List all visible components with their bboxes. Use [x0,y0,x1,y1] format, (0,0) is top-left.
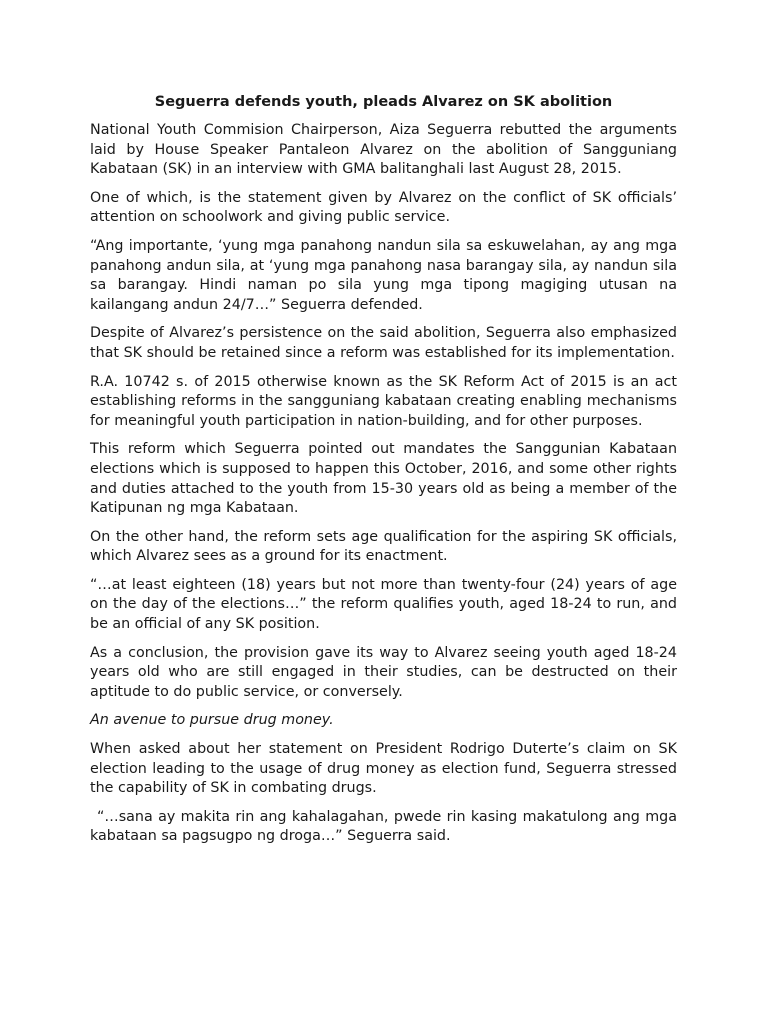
paragraph-2: One of which, is the statement given by Alvarez on the conflict of SK officials’ attention on schoolwork and giving public service. [90,189,677,226]
paragraph-7: On the other hand, the reform sets age qualification for the aspiring SK officials, which Alvarez sees as a ground for its enactment. [90,528,677,565]
paragraph-4: Despite of Alvarez’s persistence on the said abolition, Seguerra also emphasized that SK should be retained since a reform was established for its implementation. [90,325,677,361]
paragraph-9: As a conclusion, the provision gave its way to Alvarez seeing youth aged 18-24 years old who are still engaged in their studies, can be destructed on their aptitude to do public service, or conversely. [90,644,677,700]
paragraph-1: National Youth Commision Chairperson, Aiza Seguerra rebutted the arguments laid by House Speaker Pantaleon Alvarez on the abolition of Sangguniang Kabataan (SK) in an interview with GMA balitanghali last August 28, 2015. [90,122,677,178]
document-page [90,92,677,856]
paragraph-3: “Ang importante, ‘yung mga panahong nandun sila sa eskuwelahan, ay ang mga panahong andun sila, at ‘yung mga panahong nasa barangay sila, ay nandun sila sa barangay. Hindi naman po sila yung mga tipong magiging utusan na kailangang andun 24/7…” Seguerra defended. [90,237,677,313]
article-title: Seguerra defends youth, pleads Alvarez on SK abolition [154,94,613,110]
paragraph-11: “…sana ay makita rin ang kahalagahan, pwede rin kasing makatulong ang mga kabataan sa pagsugpo ng droga…” Seguerra said. [90,808,677,845]
paragraph-8: “…at least eighteen (18) years but not more than twenty-four (24) years of age on the day of the elections…” the reform qualifies youth, aged 18-24 to run, and be an official of any SK position. [90,576,677,633]
section-subheading: An avenue to pursue drug money. [90,712,334,729]
paragraph-6: This reform which Seguerra pointed out mandates the Sanggunian Kabataan elections which is supposed to happen this October, 2016, and some other rights and duties attached to the youth from 15-30 years old as being a member of the Katipunan ng mga Kabataan. [90,441,677,517]
paragraph-10: When asked about her statement on President Rodrigo Duterte’s claim on SK election leading to the usage of drug money as election fund, Seguerra stressed the capability of SK in combating drugs. [90,741,677,797]
paragraph-5: R.A. 10742 s. of 2015 otherwise known as the SK Reform Act of 2015 is an act establishing reforms in the sangguniang kabataan creating enabling mechanisms for meaningful youth participation in nation-building, and for other purposes. [90,373,677,429]
